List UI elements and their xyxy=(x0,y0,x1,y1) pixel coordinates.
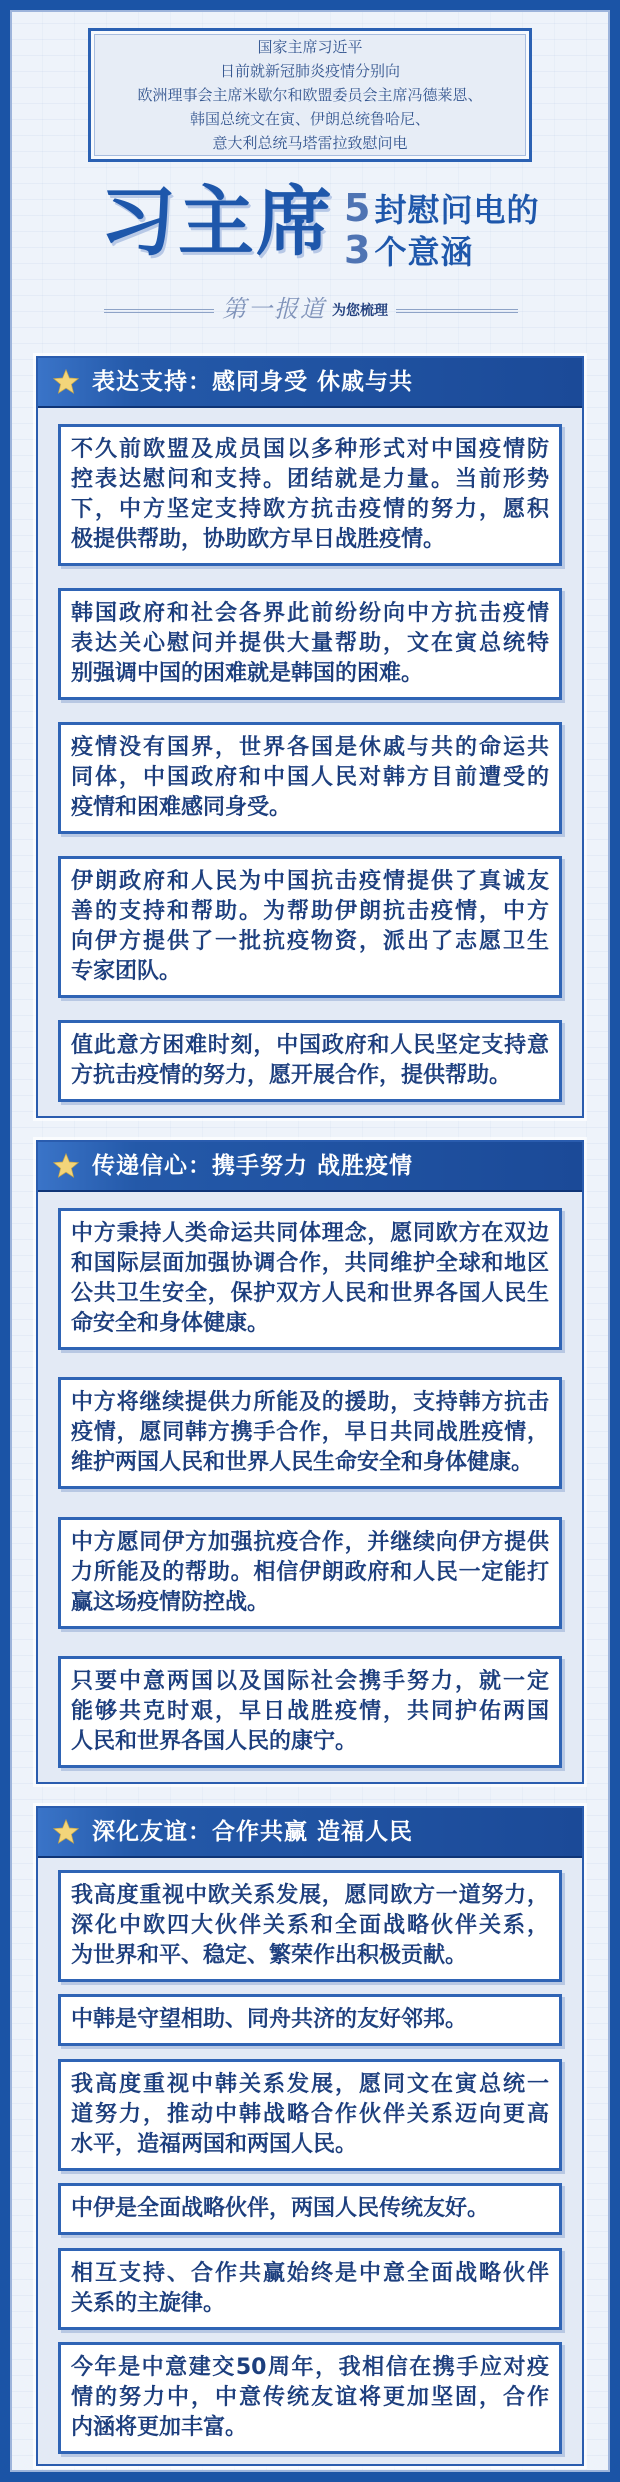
message-line: 中方愿同伊方加强抗疫合作，并继续向伊方提供 xyxy=(71,1529,549,1555)
message-line: 我高度重视中韩关系发展，愿同文在寅总统一 xyxy=(71,2071,549,2097)
message-box xyxy=(58,1870,562,1982)
message-line: 命安全和身体健康。 xyxy=(71,1311,270,1336)
message-line: 公共卫生安全，保护双方人民和世界各国人民生 xyxy=(71,1281,549,1306)
section-heading: 深化友谊：合作共赢 造福人民 xyxy=(92,1819,414,1845)
message-line: 相互支持、合作共赢始终是中意全面战略伙伴 xyxy=(71,2260,549,2286)
intro-line: 欧洲理事会主席米歇尔和欧盟委员会主席冯德莱恩、 xyxy=(137,86,483,104)
star-icon xyxy=(52,1818,80,1846)
section-header xyxy=(38,1808,582,1858)
message-line: 能够共克时艰，早日战胜疫情，共同护佑两国 xyxy=(71,1698,549,1724)
message-line: 别强调中国的困难就是韩国的困难。 xyxy=(71,661,424,686)
section-body xyxy=(38,408,582,1116)
message-line: 中方秉持人类命运共同体理念，愿同欧方在双边 xyxy=(71,1221,549,1246)
message-line: 关系的主旋律。 xyxy=(71,2290,226,2316)
section-body xyxy=(38,1192,582,1782)
message-box xyxy=(58,424,562,566)
message-line: 疫情没有国界，世界各国是休戚与共的命运共 xyxy=(71,735,549,760)
message-box xyxy=(58,856,562,998)
message-line: 表达关心慰问并提供大量帮助，文在寅总统特 xyxy=(71,631,549,656)
intro-box xyxy=(88,28,532,162)
message-line: 只要中意两国以及国际社会携手努力，就一定 xyxy=(71,1668,549,1694)
message-line: 情的努力中，中意传统友谊将更加坚固，合作 xyxy=(71,2384,549,2410)
intro-line: 意大利总统马塔雷拉致慰问电 xyxy=(212,134,408,152)
message-line: 今年是中意建交50周年，我相信在携手应对疫 xyxy=(71,2354,549,2380)
section-heading: 传递信心：携手努力 战胜疫情 xyxy=(92,1153,414,1179)
message-line: 善的支持和帮助。为帮助伊朗抗击疫情，中方 xyxy=(71,899,549,924)
message-line: 伊朗政府和人民为中国抗击疫情提供了真诚友 xyxy=(71,869,549,894)
subtitle-text: 个意涵 xyxy=(374,233,474,271)
message-box xyxy=(58,1656,562,1768)
message-line: 方抗击疫情的努力，愿开展合作，提供帮助。 xyxy=(71,1063,512,1088)
message-box xyxy=(58,1994,562,2046)
message-line: 人民和世界各国人民的康宁。 xyxy=(71,1728,358,1754)
divider-line-right xyxy=(396,309,518,313)
message-line: 同体，中国政府和中国人民对韩方目前遭受的 xyxy=(71,765,549,790)
intro-line: 韩国总统文在寅、伊朗总统鲁哈尼、 xyxy=(189,110,430,128)
message-line: 不久前欧盟及成员国以多种形式对中国疫情防 xyxy=(71,437,549,462)
message-box xyxy=(58,2342,562,2454)
headline-title: 习主席 xyxy=(100,177,334,266)
message-line: 疫情和困难感同身受。 xyxy=(71,795,292,820)
message-box xyxy=(58,2183,562,2235)
section-header xyxy=(38,358,582,408)
section-heading: 表达支持：感同身受 休戚与共 xyxy=(92,369,414,395)
star-icon xyxy=(52,368,80,396)
message-line: 下，中方坚定支持欧方抗击疫情的努力，愿积 xyxy=(71,497,549,522)
message-line: 赢这场疫情防控战。 xyxy=(71,1589,270,1615)
message-line: 水平，造福两国和两国人民。 xyxy=(71,2131,358,2157)
byline-tagline: 为您梳理 xyxy=(332,303,388,319)
subtitle-text: 封慰问电的 xyxy=(374,191,540,229)
message-box xyxy=(58,2248,562,2330)
message-line: 韩国政府和社会各界此前纷纷向中方抗击疫情 xyxy=(71,601,549,626)
message-line: 内涵将更加丰富。 xyxy=(71,2414,248,2440)
section-header xyxy=(38,1142,582,1192)
message-line: 中韩是守望相助、同舟共济的友好邻邦。 xyxy=(71,2007,468,2033)
message-box xyxy=(58,1020,562,1102)
message-box xyxy=(58,1517,562,1629)
message-line: 深化中欧四大伙伴关系和全面战略伙伴关系， xyxy=(71,1913,549,1938)
byline-brand: 第一报道 xyxy=(222,295,326,323)
section-panel-friendship xyxy=(36,1806,584,2466)
intro-line: 日前就新冠肺炎疫情分别向 xyxy=(219,62,400,80)
message-line: 疫情，愿同韩方携手合作，早日共同战胜疫情， xyxy=(71,1420,549,1446)
message-line: 极提供帮助，协助欧方早日战胜疫情。 xyxy=(71,527,446,552)
message-line: 道努力，推动中韩战略合作伙伴关系迈向更高 xyxy=(71,2101,549,2127)
message-line: 向伊方提供了一批抗疫物资，派出了志愿卫生 xyxy=(71,929,549,954)
headline-subtitle-line-1 xyxy=(344,188,539,230)
headline-subtitle-line-2 xyxy=(344,230,473,272)
section-body xyxy=(38,1858,582,2464)
count-number: 5 xyxy=(344,186,371,230)
divider-line-left xyxy=(104,309,214,313)
message-box xyxy=(58,1208,562,1350)
message-line: 和国际层面加强协调合作，共同维护全球和地区 xyxy=(71,1251,549,1276)
star-icon xyxy=(52,1152,80,1180)
message-box xyxy=(58,722,562,834)
message-box xyxy=(58,588,562,700)
message-box xyxy=(58,2059,562,2171)
message-line: 专家团队。 xyxy=(71,959,182,984)
count-number: 3 xyxy=(344,228,371,272)
message-line: 中方将继续提供力所能及的援助，支持韩方抗击 xyxy=(71,1390,549,1416)
message-box xyxy=(58,1377,562,1489)
message-line: 维护两国人民和世界人民生命安全和身体健康。 xyxy=(71,1450,534,1476)
message-line: 值此意方困难时刻，中国政府和人民坚定支持意 xyxy=(71,1033,549,1058)
intro-line: 国家主席习近平 xyxy=(257,38,363,56)
section-panel-confidence xyxy=(36,1140,584,1784)
message-line: 控表达慰问和支持。团结就是力量。当前形势 xyxy=(71,467,549,492)
message-line: 为世界和平、稳定、繁荣作出积极贡献。 xyxy=(71,1943,468,1968)
section-panel-support xyxy=(36,356,584,1118)
message-line: 我高度重视中欧关系发展，愿同欧方一道努力， xyxy=(71,1883,549,1908)
message-line: 中伊是全面战略伙伴，两国人民传统友好。 xyxy=(71,2196,490,2222)
message-line: 力所能及的帮助。相信伊朗政府和人民一定能打 xyxy=(71,1559,549,1585)
